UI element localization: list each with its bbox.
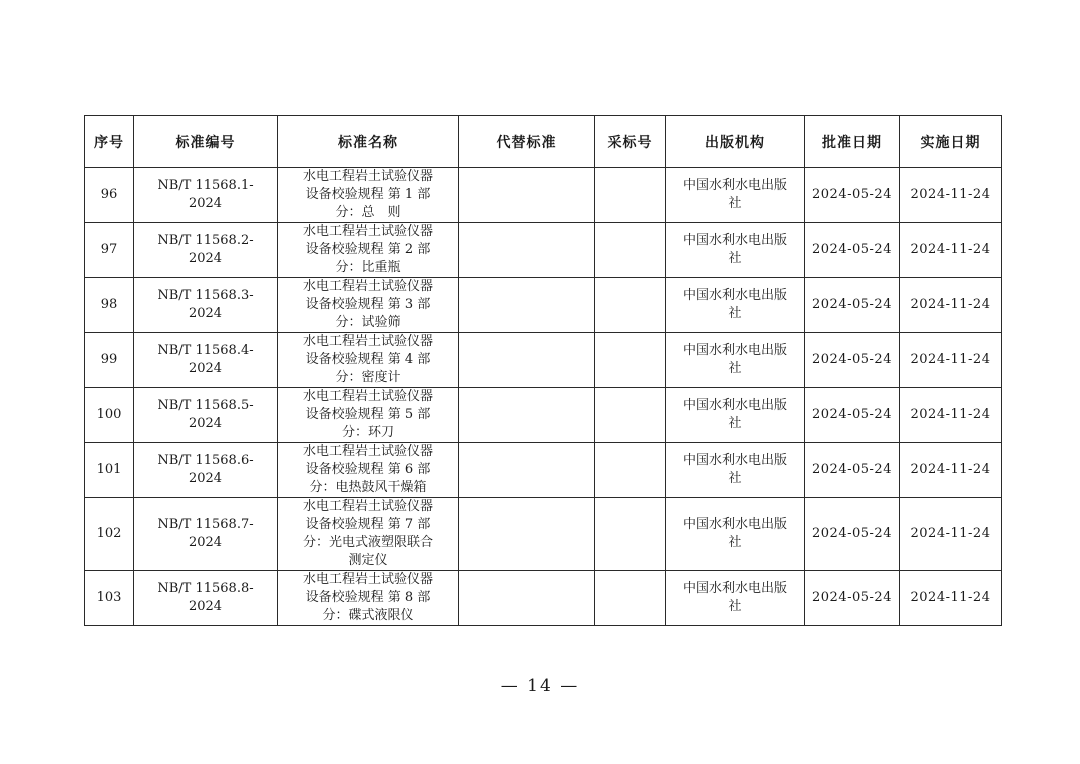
cell-approve-date: 2024-05-24 xyxy=(805,388,900,443)
cell-approve-date: 2024-05-24 xyxy=(805,168,900,223)
cell-code-line: 2024 xyxy=(188,416,223,431)
cell-publisher xyxy=(666,168,805,223)
cell-name-line: 水电工程岩土试验仪器 xyxy=(302,169,433,184)
cell-seq: 96 xyxy=(85,168,134,223)
cell-replaces xyxy=(459,498,595,571)
header-name: 标准名称 xyxy=(278,116,459,168)
cell-effective-date: 2024-11-24 xyxy=(900,388,1002,443)
cell-name-line: 设备校验规程 第 2 部 xyxy=(305,242,431,257)
cell-publisher xyxy=(666,388,805,443)
header-effective-date: 实施日期 xyxy=(900,116,1002,168)
cell-publisher-line: 社 xyxy=(728,251,742,266)
cell-name-line: 水电工程岩土试验仪器 xyxy=(302,444,433,459)
cell-adopted xyxy=(595,278,666,333)
cell-name-line: 分：密度计 xyxy=(335,370,401,385)
cell-name-line: 分：碟式液限仪 xyxy=(322,608,414,623)
table-body xyxy=(85,168,1002,626)
cell-name-line: 测定仪 xyxy=(348,553,388,568)
cell-code xyxy=(134,168,278,223)
cell-code-line: NB/T 11568.4- xyxy=(157,343,254,358)
table-row xyxy=(85,443,1002,498)
cell-seq: 98 xyxy=(85,278,134,333)
cell-name xyxy=(278,333,459,388)
header-publisher: 出版机构 xyxy=(666,116,805,168)
cell-code-line: 2024 xyxy=(188,251,223,266)
cell-publisher-line: 社 xyxy=(728,416,742,431)
cell-publisher-line: 中国水利水电出版 xyxy=(682,581,787,596)
cell-publisher-line: 中国水利水电出版 xyxy=(682,398,787,413)
cell-seq: 103 xyxy=(85,571,134,626)
cell-replaces xyxy=(459,571,595,626)
cell-name-line: 设备校验规程 第 3 部 xyxy=(305,297,431,312)
cell-name xyxy=(278,278,459,333)
cell-approve-date: 2024-05-24 xyxy=(805,443,900,498)
cell-code xyxy=(134,278,278,333)
cell-publisher xyxy=(666,571,805,626)
cell-effective-date: 2024-11-24 xyxy=(900,333,1002,388)
cell-adopted xyxy=(595,443,666,498)
cell-code xyxy=(134,498,278,571)
cell-name-line: 水电工程岩土试验仪器 xyxy=(302,224,433,239)
cell-effective-date: 2024-11-24 xyxy=(900,278,1002,333)
cell-name-line: 设备校验规程 第 5 部 xyxy=(305,407,431,422)
cell-publisher-line: 中国水利水电出版 xyxy=(682,453,787,468)
cell-publisher-line: 社 xyxy=(728,306,742,321)
cell-seq: 100 xyxy=(85,388,134,443)
cell-approve-date: 2024-05-24 xyxy=(805,223,900,278)
cell-code xyxy=(134,223,278,278)
cell-publisher xyxy=(666,223,805,278)
table-row xyxy=(85,333,1002,388)
cell-code-line: NB/T 11568.7- xyxy=(157,517,254,532)
cell-adopted xyxy=(595,223,666,278)
cell-seq: 101 xyxy=(85,443,134,498)
header-approve-date: 批准日期 xyxy=(805,116,900,168)
cell-code-line: NB/T 11568.5- xyxy=(157,398,254,413)
cell-name xyxy=(278,223,459,278)
cell-publisher xyxy=(666,498,805,571)
cell-name-line: 分：试验筛 xyxy=(335,315,401,330)
cell-name xyxy=(278,443,459,498)
cell-name-line: 分：电热鼓风干燥箱 xyxy=(309,480,427,495)
cell-name-line: 水电工程岩土试验仪器 xyxy=(302,389,433,404)
cell-adopted xyxy=(595,168,666,223)
header-seq: 序号 xyxy=(85,116,134,168)
cell-publisher-line: 社 xyxy=(728,471,742,486)
cell-code-line: 2024 xyxy=(188,535,223,550)
cell-code xyxy=(134,571,278,626)
cell-effective-date: 2024-11-24 xyxy=(900,168,1002,223)
header-adopted: 采标号 xyxy=(595,116,666,168)
cell-name-line: 设备校验规程 第 7 部 xyxy=(305,517,431,532)
cell-code-line: 2024 xyxy=(188,471,223,486)
cell-name-line: 设备校验规程 第 6 部 xyxy=(305,462,431,477)
cell-adopted xyxy=(595,388,666,443)
cell-publisher-line: 中国水利水电出版 xyxy=(682,288,787,303)
cell-code-line: 2024 xyxy=(188,599,223,614)
cell-name xyxy=(278,498,459,571)
cell-code-line: NB/T 11568.1- xyxy=(157,178,254,193)
cell-seq: 99 xyxy=(85,333,134,388)
cell-adopted xyxy=(595,333,666,388)
table-row xyxy=(85,388,1002,443)
cell-name-line: 设备校验规程 第 8 部 xyxy=(305,590,431,605)
cell-name-line: 分：总 则 xyxy=(335,205,401,220)
cell-approve-date: 2024-05-24 xyxy=(805,571,900,626)
cell-code-line: 2024 xyxy=(188,196,223,211)
cell-replaces xyxy=(459,168,595,223)
cell-replaces xyxy=(459,388,595,443)
cell-approve-date: 2024-05-24 xyxy=(805,278,900,333)
cell-name-line: 设备校验规程 第 1 部 xyxy=(305,187,431,202)
cell-publisher-line: 中国水利水电出版 xyxy=(682,343,787,358)
cell-publisher-line: 社 xyxy=(728,535,742,550)
standards-table xyxy=(84,115,1002,626)
cell-replaces xyxy=(459,223,595,278)
cell-code-line: 2024 xyxy=(188,361,223,376)
cell-publisher xyxy=(666,278,805,333)
cell-approve-date: 2024-05-24 xyxy=(805,498,900,571)
cell-name-line: 分：比重瓶 xyxy=(335,260,401,275)
cell-effective-date: 2024-11-24 xyxy=(900,571,1002,626)
cell-code xyxy=(134,333,278,388)
page-number: — 14 — xyxy=(500,676,580,696)
table-header-row xyxy=(85,116,1002,168)
cell-name-line: 分：光电式液塑限联合 xyxy=(302,535,433,550)
cell-name xyxy=(278,388,459,443)
cell-effective-date: 2024-11-24 xyxy=(900,223,1002,278)
cell-name xyxy=(278,571,459,626)
cell-code xyxy=(134,388,278,443)
cell-effective-date: 2024-11-24 xyxy=(900,498,1002,571)
cell-seq: 97 xyxy=(85,223,134,278)
cell-code-line: NB/T 11568.6- xyxy=(157,453,254,468)
header-code: 标准编号 xyxy=(134,116,278,168)
cell-code-line: 2024 xyxy=(188,306,223,321)
cell-seq: 102 xyxy=(85,498,134,571)
cell-publisher-line: 社 xyxy=(728,196,742,211)
cell-name-line: 水电工程岩土试验仪器 xyxy=(302,572,433,587)
cell-name xyxy=(278,168,459,223)
cell-adopted xyxy=(595,571,666,626)
header-replaces: 代替标准 xyxy=(459,116,595,168)
cell-name-line: 水电工程岩土试验仪器 xyxy=(302,279,433,294)
cell-name-line: 水电工程岩土试验仪器 xyxy=(302,499,433,514)
cell-name-line: 水电工程岩土试验仪器 xyxy=(302,334,433,349)
cell-code xyxy=(134,443,278,498)
cell-publisher-line: 中国水利水电出版 xyxy=(682,233,787,248)
cell-code-line: NB/T 11568.3- xyxy=(157,288,254,303)
cell-approve-date: 2024-05-24 xyxy=(805,333,900,388)
table-row xyxy=(85,278,1002,333)
cell-publisher-line: 社 xyxy=(728,361,742,376)
table-row xyxy=(85,571,1002,626)
cell-publisher xyxy=(666,443,805,498)
table-row xyxy=(85,168,1002,223)
cell-code-line: NB/T 11568.8- xyxy=(157,581,254,596)
cell-publisher-line: 社 xyxy=(728,599,742,614)
cell-publisher xyxy=(666,333,805,388)
cell-code-line: NB/T 11568.2- xyxy=(157,233,254,248)
cell-replaces xyxy=(459,333,595,388)
cell-adopted xyxy=(595,498,666,571)
cell-effective-date: 2024-11-24 xyxy=(900,443,1002,498)
cell-replaces xyxy=(459,443,595,498)
cell-name-line: 分：环刀 xyxy=(341,425,394,440)
cell-name-line: 设备校验规程 第 4 部 xyxy=(305,352,431,367)
cell-replaces xyxy=(459,278,595,333)
cell-publisher-line: 中国水利水电出版 xyxy=(682,517,787,532)
cell-publisher-line: 中国水利水电出版 xyxy=(682,178,787,193)
table-row xyxy=(85,223,1002,278)
table-row xyxy=(85,498,1002,571)
